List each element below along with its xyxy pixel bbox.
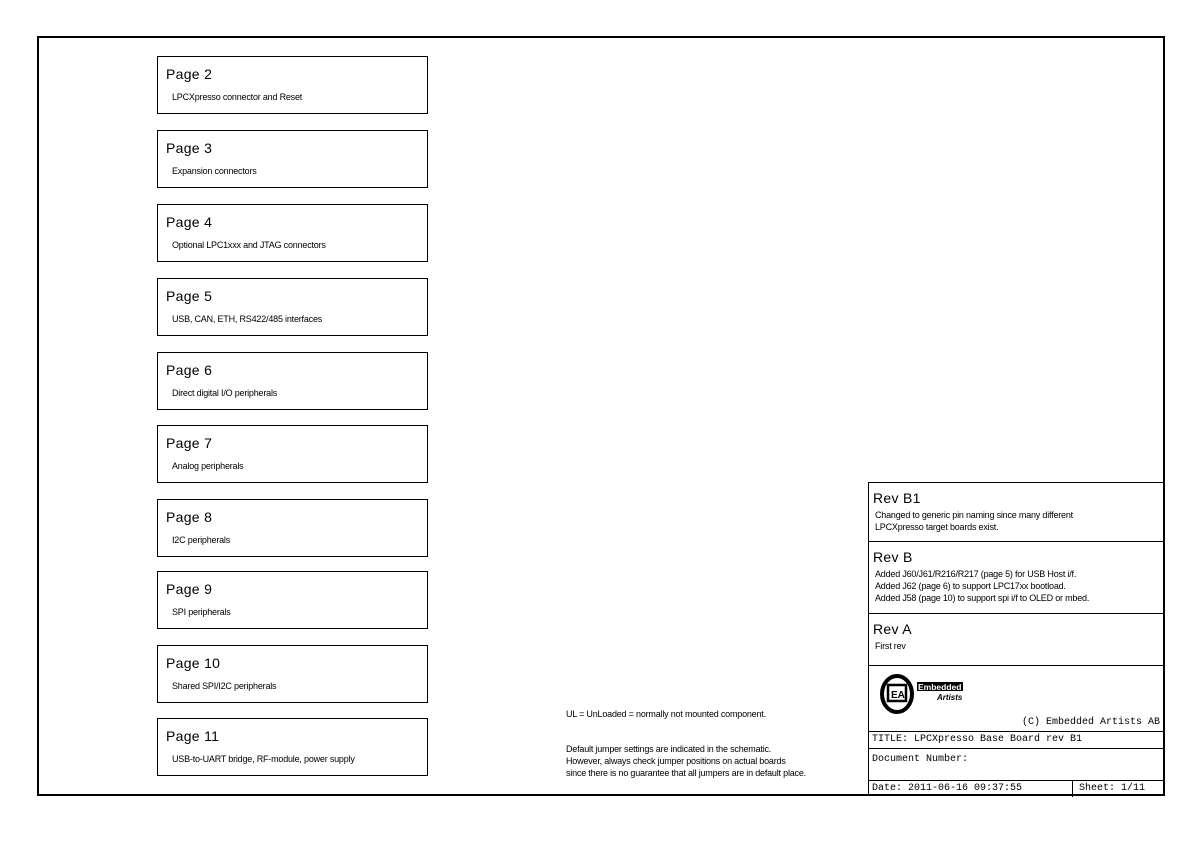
page-title: Page 3 — [166, 140, 213, 156]
jumper-note-line: Default jumper settings are indicated in the schematic. — [566, 744, 772, 754]
jumper-note — [566, 743, 806, 779]
revision-line: Added J62 (page 6) to support LPC17xx bootload. — [875, 581, 1066, 591]
logo-row — [869, 666, 1164, 732]
sheet-divider — [1072, 781, 1073, 797]
sheet-number: Sheet: 1/11 — [1079, 783, 1146, 794]
unloaded-note: UL = UnLoaded = normally not mounted component. — [566, 709, 766, 719]
svg-text:EA: EA — [891, 690, 905, 701]
revision-line: LPCXpresso target boards exist. — [875, 522, 999, 532]
page-description: USB, CAN, ETH, RS422/485 interfaces — [172, 314, 323, 324]
revision-b1 — [869, 483, 1164, 542]
page-box-9 — [157, 571, 428, 629]
revision-line: Added J58 (page 10) to support spi i/f to OLED or mbed. — [875, 593, 1090, 603]
revision-b — [869, 542, 1164, 614]
page-description: SPI peripherals — [172, 607, 231, 617]
title-block — [868, 482, 1164, 796]
page-title: Page 9 — [166, 581, 213, 597]
page-box-7 — [157, 425, 428, 483]
page-title: Page 8 — [166, 509, 213, 525]
revision-line: Added J60/J61/R216/R217 (page 5) for USB Host i/f. — [875, 569, 1077, 579]
revision-line: First rev — [875, 641, 906, 651]
page-title: Page 2 — [166, 66, 213, 82]
page-description: Shared SPI/I2C peripherals — [172, 681, 277, 691]
page-box-11 — [157, 718, 428, 776]
page-title: Page 6 — [166, 362, 213, 378]
document-title: TITLE: LPCXpresso Base Board rev B1 — [872, 734, 1083, 745]
page-box-5 — [157, 278, 428, 336]
document-number: Document Number: — [872, 754, 969, 765]
revision-a — [869, 614, 1164, 666]
copyright: (C) Embedded Artists AB — [1021, 717, 1160, 728]
revision-title: Rev B — [873, 549, 913, 565]
page-box-2 — [157, 56, 428, 114]
page-title: Page 11 — [166, 728, 220, 744]
page-description: Analog peripherals — [172, 461, 244, 471]
document-number-row — [869, 749, 1164, 781]
revision-title: Rev A — [873, 621, 912, 637]
page-box-6 — [157, 352, 428, 410]
logo-text-artists: Artists — [937, 693, 963, 702]
date: Date: 2011-06-16 09:37:55 — [872, 783, 1023, 794]
page-description: Expansion connectors — [172, 166, 257, 176]
revision-notes — [875, 509, 1073, 533]
page-title: Page 10 — [166, 655, 221, 671]
jumper-note-line: However, always check jumper positions on actual boards — [566, 756, 786, 766]
page-box-10 — [157, 645, 428, 703]
revision-title: Rev B1 — [873, 490, 921, 506]
page-description: I2C peripherals — [172, 535, 231, 545]
revision-line: Changed to generic pin naming since many different — [875, 510, 1073, 520]
page-description: Optional LPC1xxx and JTAG connectors — [172, 240, 326, 250]
title-row — [869, 732, 1164, 749]
page-title: Page 7 — [166, 435, 213, 451]
embedded-artists-logo-icon — [877, 672, 1007, 716]
revision-notes — [875, 568, 1089, 604]
date-sheet-row — [869, 781, 1164, 797]
jumper-note-line: since there is no guarantee that all jumpers are in default place. — [566, 768, 806, 778]
page-description: Direct digital I/O peripherals — [172, 388, 278, 398]
page-title: Page 4 — [166, 214, 213, 230]
page-description: USB-to-UART bridge, RF-module, power supply — [172, 754, 355, 764]
revision-notes — [875, 640, 906, 652]
page-box-3 — [157, 130, 428, 188]
page-box-8 — [157, 499, 428, 557]
page-box-4 — [157, 204, 428, 262]
page-description: LPCXpresso connector and Reset — [172, 92, 303, 102]
logo-text-embedded: Embedded — [918, 682, 962, 692]
page-title: Page 5 — [166, 288, 213, 304]
